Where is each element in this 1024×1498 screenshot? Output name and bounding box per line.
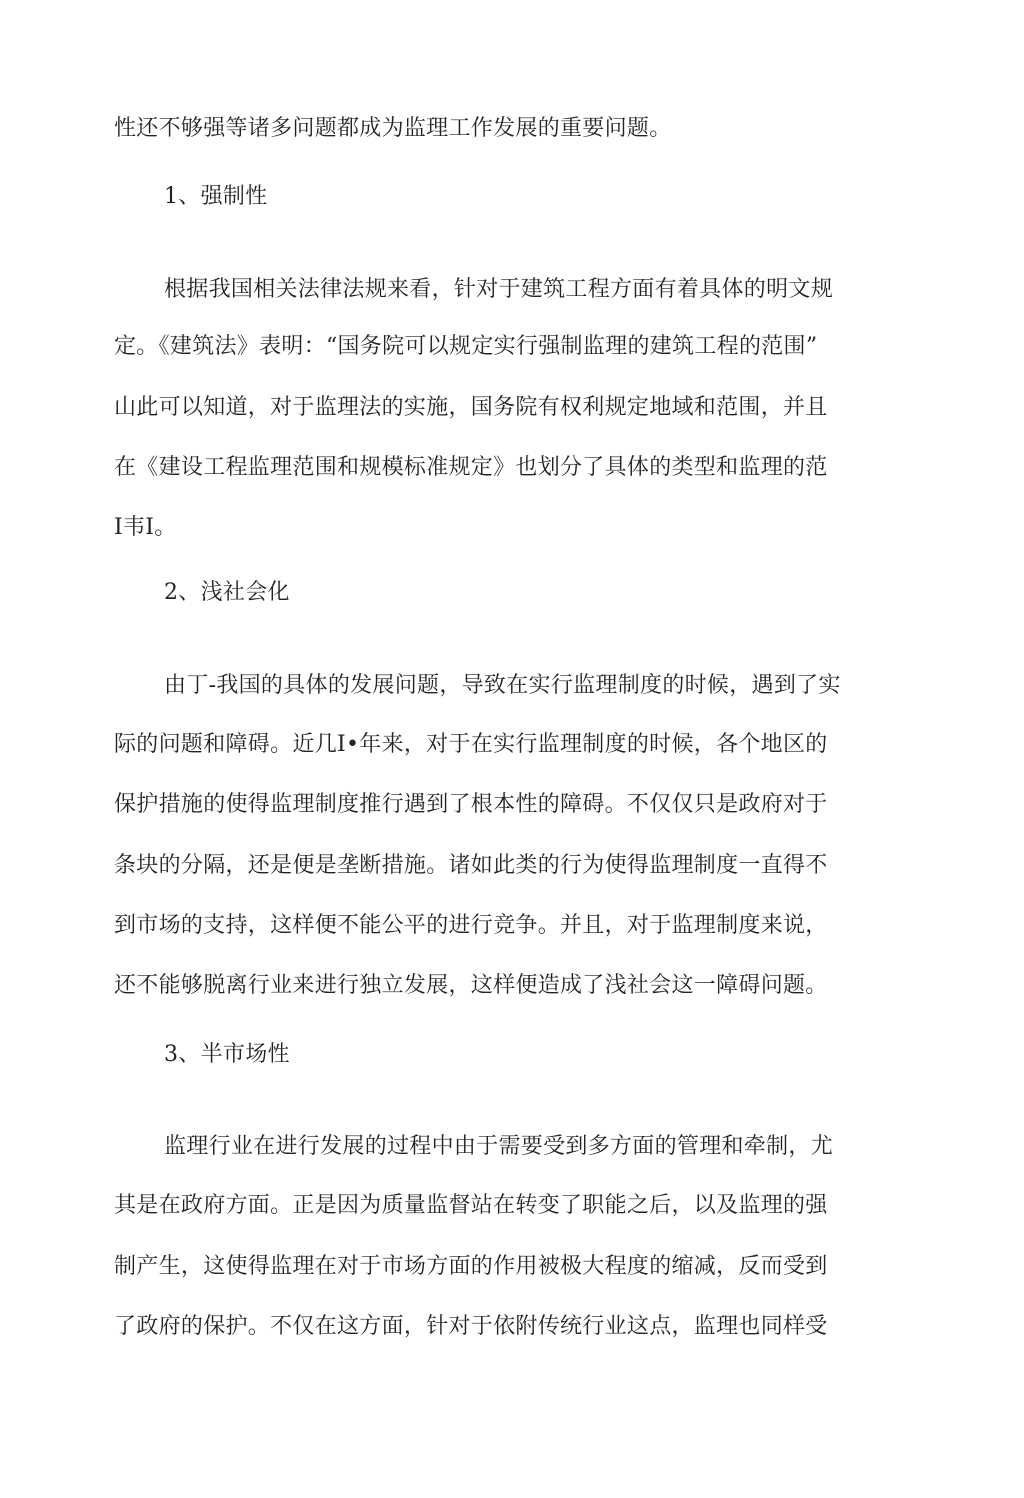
paragraph-line: 监理行业在进行发展的过程中由于需要受到多方面的管理和牵制，尤	[164, 1134, 834, 1159]
paragraph-line: 由丁-我国的具体的发展问题，导致在实行监理制度的时候，遇到了实	[164, 673, 841, 698]
paragraph-line: 性还不够强等诸多问题都成为监理工作发展的重要问题。	[114, 116, 672, 141]
paragraph-line: 山此可以知道，对于监理法的实施，国务院有权利规定地域和范围，并且	[114, 395, 828, 420]
paragraph-line: 根据我国相关法律法规来看，针对于建筑工程方面有着具体的明文规	[164, 277, 834, 302]
paragraph-line: 保护措施的使得监理制度推行遇到了根本性的障碍。不仅仅只是政府对于	[114, 792, 828, 817]
paragraph-line: 定。《建筑法》表明：“国务院可以规定实行强制监理的建筑工程的范围”	[114, 334, 818, 359]
paragraph-line: 了政府的保护。不仅在这方面，针对于依附传统行业这点，监理也同样受	[114, 1314, 828, 1339]
section-heading: 3、半市场性	[164, 1042, 290, 1067]
paragraph-line: 际的问题和障碍。近几I•年来，对于在实行监理制度的时候，各个地区的	[114, 732, 828, 757]
section-heading: 2、浅社会化	[164, 580, 290, 605]
section-heading: 1、强制性	[164, 184, 268, 209]
paragraph-line: 在《建设工程监理范围和规模标准规定》也划分了具体的类型和监理的范	[114, 455, 828, 480]
paragraph-line: I韦I。	[114, 515, 177, 540]
paragraph-line: 其是在政府方面。正是因为质量监督站在转变了职能之后，以及监理的强	[114, 1193, 828, 1218]
paragraph-line: 条块的分隔，还是便是垄断措施。诸如此类的行为使得监理制度一直得不	[114, 853, 828, 878]
paragraph-line: 还不能够脱离行业来进行独立发展，这样便造成了浅社会这一障碍问题。	[114, 973, 828, 998]
paragraph-line: 制产生，这使得监理在对于市场方面的作用被极大程度的缩减，反而受到	[114, 1254, 828, 1279]
paragraph-line: 到市场的支持，这样便不能公平的进行竞争。并且，对于监理制度来说，	[114, 913, 828, 938]
